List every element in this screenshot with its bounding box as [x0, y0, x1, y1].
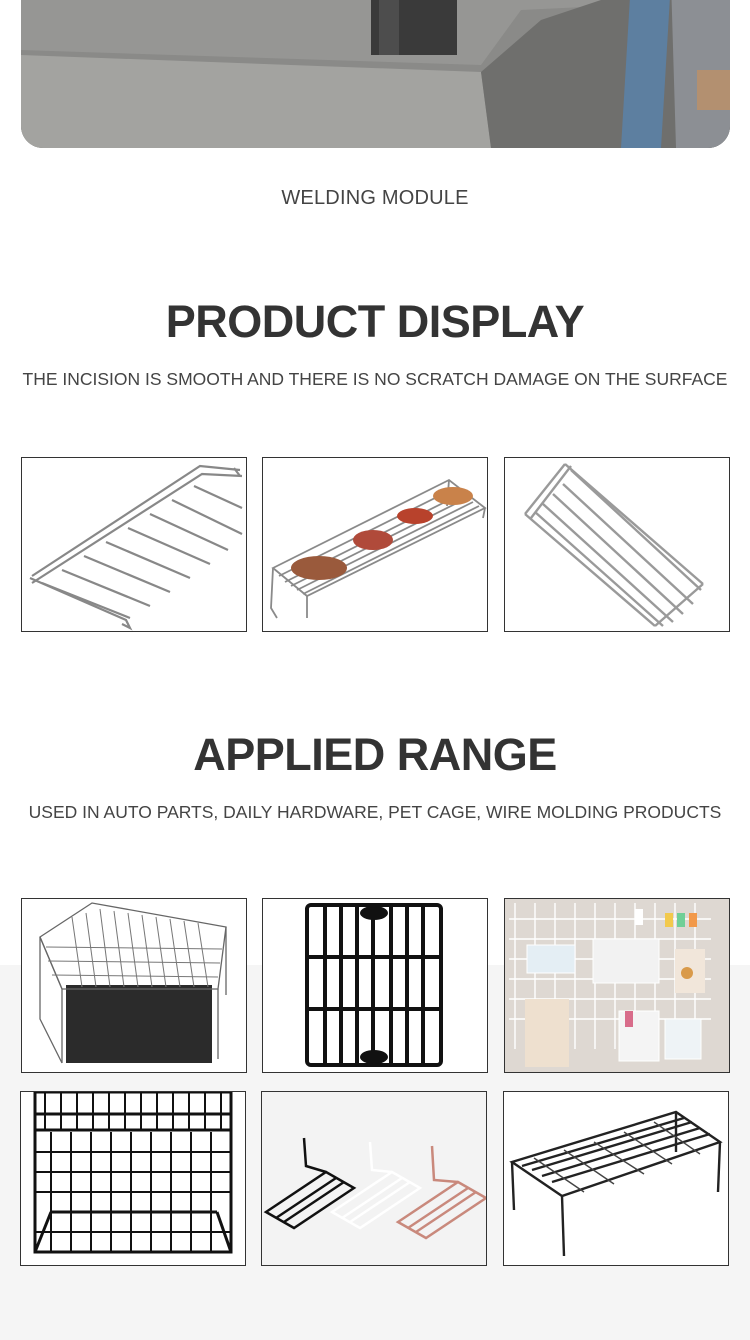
pet-cage-image [21, 898, 247, 1073]
product-display-subtitle: THE INCISION IS SMOOTH AND THERE IS NO SCRATCH DAMAGE ON THE SURFACE [22, 369, 728, 389]
wire-shelf-rack-image [21, 457, 247, 632]
applied-range-subtitle: USED IN AUTO PARTS, DAILY HARDWARE, PET CAGE, WIRE MOLDING PRODUCTS [28, 802, 722, 822]
stacking-wire-basket-image [20, 1091, 246, 1266]
cabinet-shelf-riser-image [503, 1091, 729, 1266]
bbq-grill-rack-image [262, 457, 488, 632]
welding-module-photo [21, 0, 730, 148]
oven-wire-rack-image [504, 457, 730, 632]
black-grill-grate-image [262, 898, 488, 1073]
wall-grid-baskets-image [504, 898, 730, 1073]
welding-module-caption: WELDING MODULE [281, 187, 469, 209]
product-display-title: PRODUCT DISPLAY [165, 296, 585, 347]
hanging-wire-racks-image [261, 1091, 487, 1266]
applied-range-title: APPLIED RANGE [193, 729, 557, 780]
